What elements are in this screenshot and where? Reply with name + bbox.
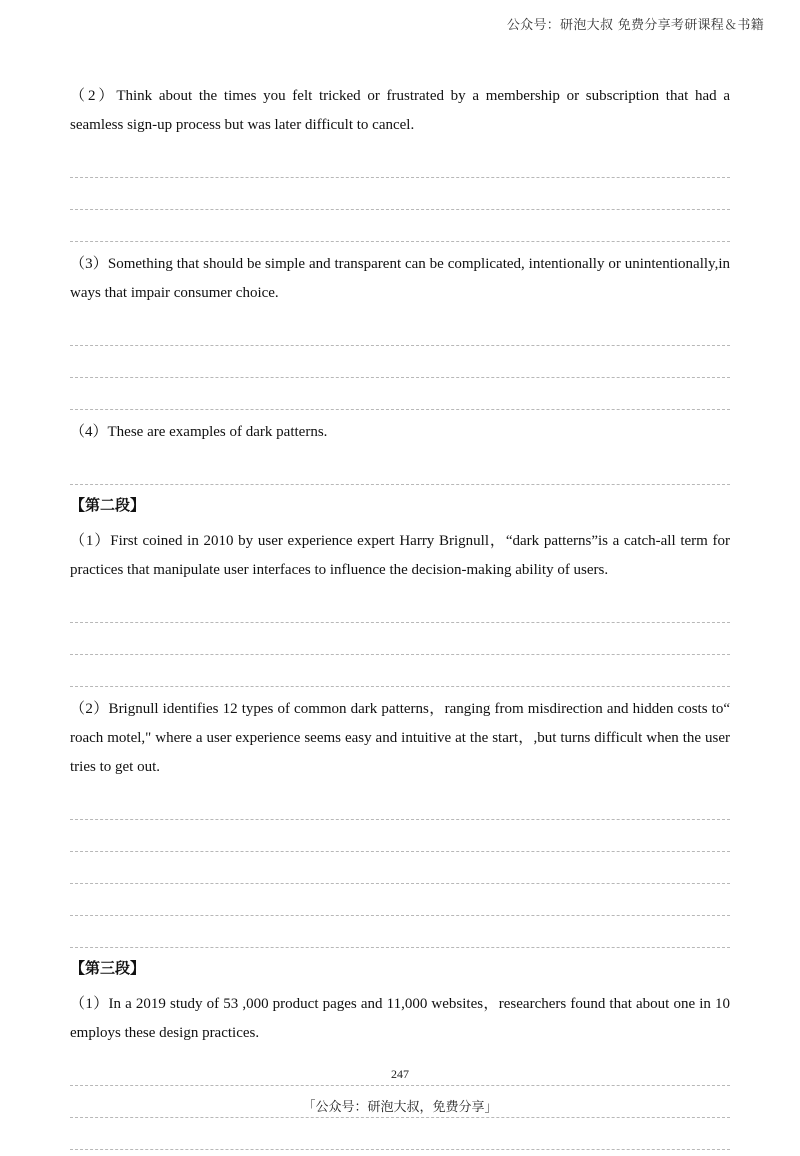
answer-line[interactable] xyxy=(70,146,730,178)
answer-line[interactable] xyxy=(70,788,730,820)
footer-note: 「公众号：研泡大叔，免费分享」 xyxy=(302,1100,498,1115)
exercise-item xyxy=(70,418,730,485)
answer-area xyxy=(70,788,730,948)
answer-line[interactable] xyxy=(70,655,730,687)
exercise-item xyxy=(70,250,730,410)
worksheet-content xyxy=(70,74,730,1156)
answer-line[interactable] xyxy=(70,623,730,655)
header-note: 公众号：研泡大叔 免费分享考研课程＆书籍 xyxy=(506,18,764,33)
answer-line[interactable] xyxy=(70,210,730,242)
section-2 xyxy=(70,491,730,948)
answer-area xyxy=(70,453,730,485)
answer-line[interactable] xyxy=(70,884,730,916)
section-3 xyxy=(70,954,730,1150)
answer-line[interactable] xyxy=(70,916,730,948)
answer-line[interactable] xyxy=(70,314,730,346)
answer-area xyxy=(70,591,730,687)
page-number: 247 xyxy=(391,1067,409,1081)
exercise-sentence: （4）These are examples of dark patterns. xyxy=(70,424,328,440)
answer-area xyxy=(70,314,730,410)
answer-line[interactable] xyxy=(70,820,730,852)
exercise-item xyxy=(70,82,730,242)
section-heading: 【第二段】 xyxy=(70,496,146,514)
exercise-sentence: （2）Think about the times you felt tricked or frustrated by a membership or subscription that had a seamless sign-up process but was later difficult to cancel. xyxy=(70,88,730,133)
answer-line[interactable] xyxy=(70,453,730,485)
exercise-item xyxy=(70,527,730,687)
exercise-item xyxy=(70,695,730,948)
section-1 xyxy=(70,82,730,485)
answer-area xyxy=(70,146,730,242)
exercise-sentence: （1）In a 2019 study of 53 ,000 product pages and 11,000 websites，researchers found that about one in 10 employs these design practices. xyxy=(70,996,730,1041)
answer-line[interactable] xyxy=(70,852,730,884)
answer-line[interactable] xyxy=(70,346,730,378)
section-heading: 【第三段】 xyxy=(70,959,146,977)
answer-line[interactable] xyxy=(70,591,730,623)
exercise-sentence: （2）Brignull identifies 12 types of common dark patterns，ranging from misdirection and hidden costs to“ roach motel," where a user experience seems easy and intuitive at the start，,but turns difficult when the user tries to get out. xyxy=(70,701,730,775)
answer-line[interactable] xyxy=(70,378,730,410)
answer-line[interactable] xyxy=(70,1118,730,1150)
exercise-sentence: （1）First coined in 2010 by user experience expert Harry Brignull，“dark patterns”is a catch-all term for practices that manipulate user interfaces to influence the decision-making ability of users. xyxy=(70,533,730,578)
exercise-sentence: （3）Something that should be simple and transparent can be complicated, intentionally or unintentionally,in ways that impair consumer choice. xyxy=(70,256,730,301)
answer-line[interactable] xyxy=(70,178,730,210)
